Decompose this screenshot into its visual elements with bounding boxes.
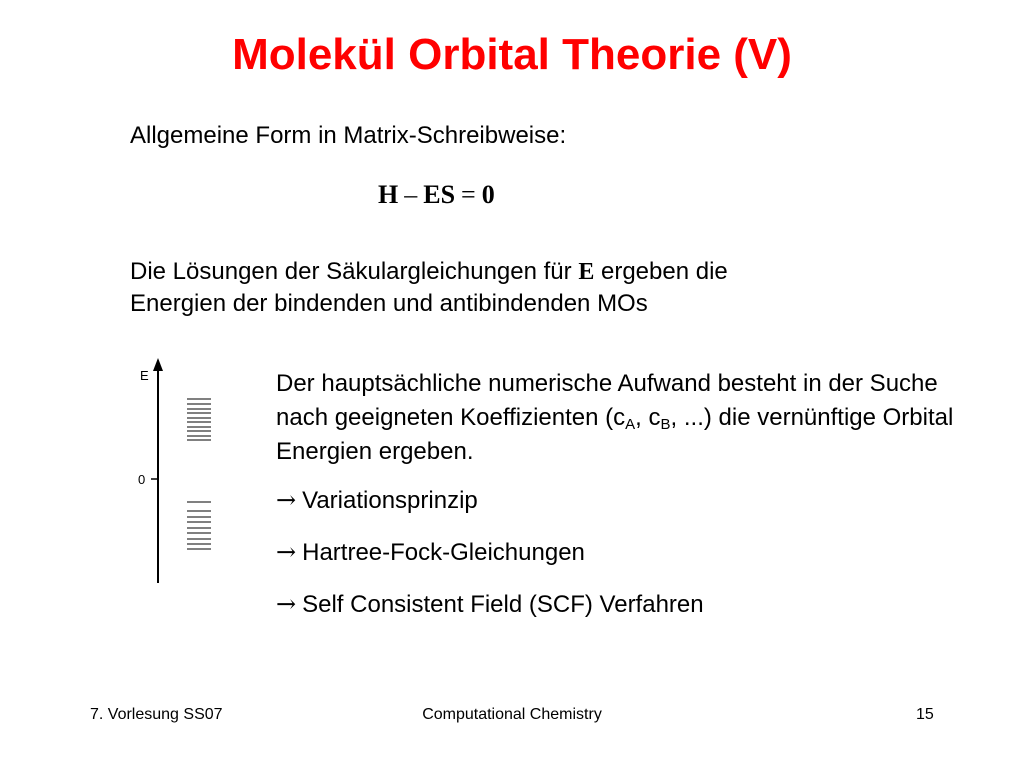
axis-label-zero: 0	[138, 472, 146, 487]
arrow-item-label: Hartree-Fock-Gleichungen	[302, 539, 585, 566]
equation-equals: =	[461, 180, 476, 209]
arrow-item-scf	[276, 590, 704, 619]
energy-level-diagram	[120, 355, 230, 590]
subscript-b: B	[660, 416, 671, 433]
axis-label-e: E	[140, 368, 149, 383]
equation-zero: 0	[481, 180, 495, 209]
page-number: 15	[916, 706, 934, 723]
footer-center: Computational Chemistry	[422, 706, 602, 723]
solutions-part2: ergeben die	[594, 258, 728, 285]
solutions-text	[130, 256, 890, 320]
paragraph-part2: , ...) die vernünftige Orbital Energien ergeben.	[276, 404, 954, 465]
arrow-icon: →	[276, 590, 297, 618]
equation-minus: –	[404, 180, 418, 209]
bonding-levels	[187, 502, 211, 549]
matrix-equation	[378, 180, 495, 210]
arrow-icon: →	[276, 486, 297, 514]
arrow-item-hartree-fock	[276, 538, 585, 567]
footer-left: 7. Vorlesung SS07	[90, 706, 223, 723]
arrow-icon: →	[276, 538, 297, 566]
paragraph-part1: Der hauptsächliche numerische Aufwand besteht in der Suche nach geeigneten Koeffizienten (c	[276, 370, 938, 431]
equation-h: H	[378, 180, 399, 209]
subscript-a: A	[625, 416, 636, 433]
slide-title: Molekül Orbital Theorie (V)	[232, 30, 792, 79]
solutions-symbol: E	[578, 259, 595, 285]
solutions-part1: Die Lösungen der Säkulargleichungen für	[130, 258, 579, 285]
coefficient-paragraph	[276, 367, 956, 469]
arrow-item-label: Variationsprinzip	[302, 487, 478, 514]
arrow-item-variationsprinzip	[276, 486, 478, 515]
paragraph-comma: , c	[635, 404, 661, 431]
antibonding-levels	[187, 399, 211, 440]
equation-es: ES	[423, 180, 456, 209]
intro-text: Allgemeine Form in Matrix-Schreibweise:	[130, 122, 567, 149]
arrow-item-label: Self Consistent Field (SCF) Verfahren	[302, 591, 704, 618]
energy-axis-arrowhead	[153, 358, 163, 371]
solutions-line2: Energien der bindenden und antibindenden MOs	[130, 290, 648, 317]
